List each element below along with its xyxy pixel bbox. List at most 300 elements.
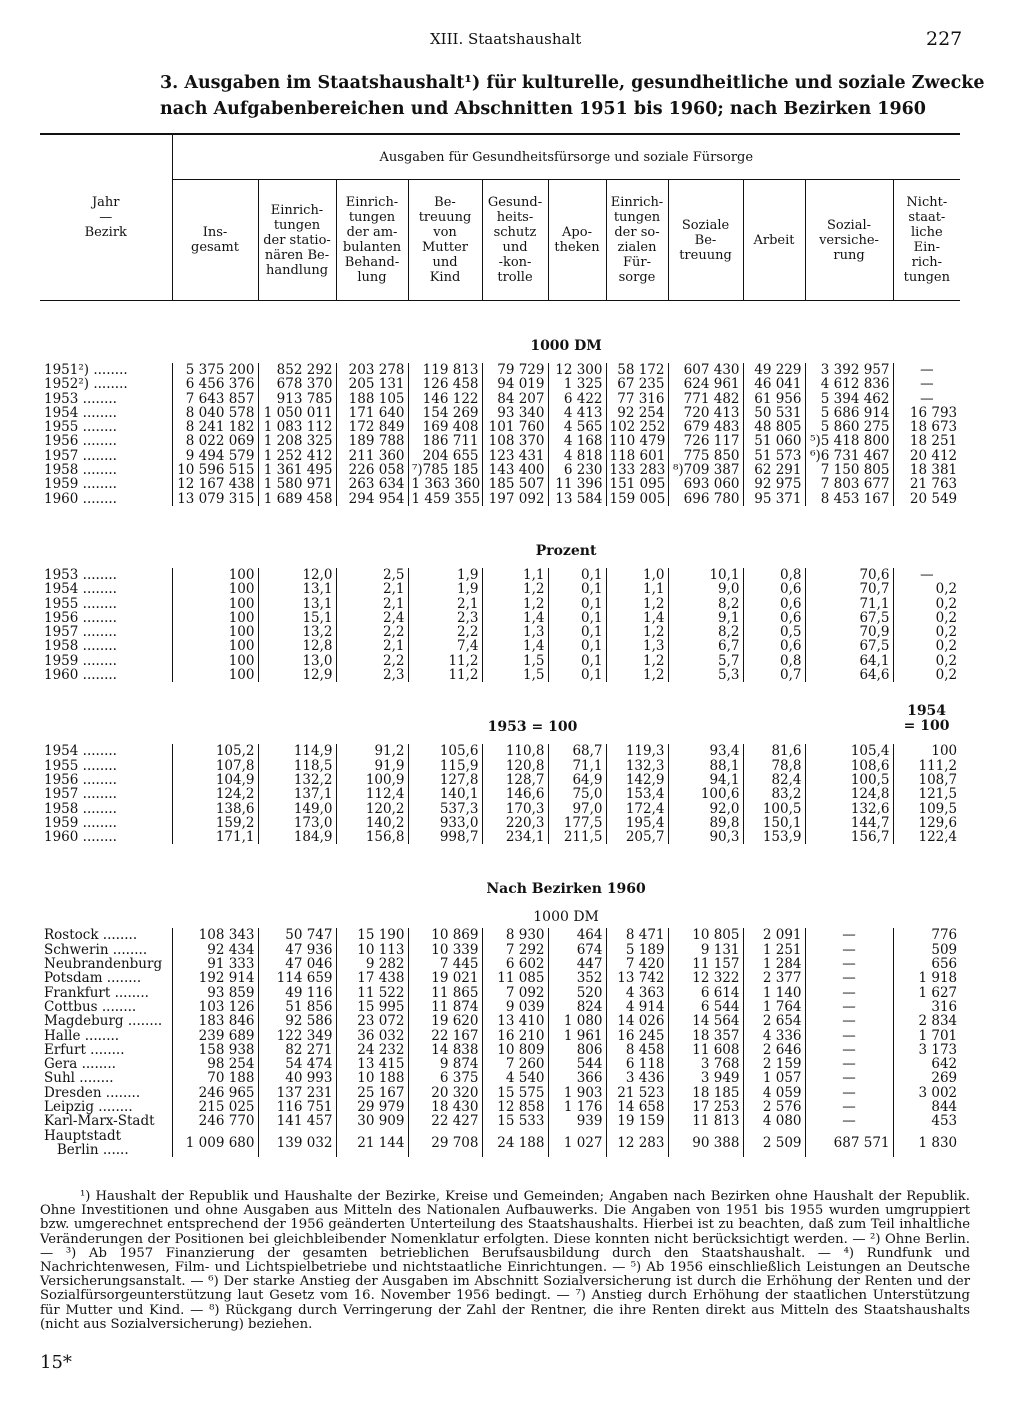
- row-label: 1951²) ........: [44, 362, 128, 378]
- table-cell: 8 453 167: [805, 492, 893, 506]
- table-cell: 149,0: [258, 802, 336, 816]
- table-cell: 6 456 376: [172, 377, 258, 391]
- table-cell: 2 654: [743, 1014, 805, 1028]
- table-cell: 2,2: [336, 625, 408, 639]
- table-cell: 2 159: [743, 1057, 805, 1071]
- table-cell: 11 085: [482, 971, 548, 985]
- table-cell: 1 961: [548, 1029, 606, 1043]
- table-cell: 0,1: [548, 568, 606, 582]
- table-cell: 211 360: [336, 449, 408, 463]
- table-cell: 82 271: [258, 1043, 336, 1057]
- table-cell: 51 573: [743, 449, 805, 463]
- row-label: 1954 ........: [44, 743, 117, 760]
- table-cell: 20 412: [893, 449, 960, 463]
- table-row: [40, 986, 960, 1000]
- table-cell: 12,0: [258, 568, 336, 582]
- table-row: [40, 957, 960, 971]
- table-row: [40, 1000, 960, 1014]
- table-cell: 8 040 578: [172, 406, 258, 420]
- table-cell: 1 764: [743, 1000, 805, 1014]
- table-cell: 0,6: [743, 582, 805, 596]
- table-cell: —: [805, 1071, 893, 1085]
- table-cell: 100: [172, 654, 258, 668]
- table-cell: 18 430: [408, 1100, 482, 1114]
- table-cell: 15 190: [336, 928, 408, 942]
- table-cell: 11 522: [336, 986, 408, 1000]
- table-cell: 1 080: [548, 1014, 606, 1028]
- table-cell: 1 689 458: [258, 492, 336, 506]
- table-cell: 19 159: [606, 1114, 668, 1128]
- section-title-row: [40, 682, 960, 744]
- table-cell: —: [805, 1043, 893, 1057]
- table-cell: 118 601: [606, 449, 668, 463]
- table-row: [40, 582, 960, 596]
- table-cell: 10 339: [408, 943, 482, 957]
- chapter-title: XIII. Staatshaushalt: [430, 30, 582, 48]
- table-row: [40, 1014, 960, 1028]
- table-cell: 1 251: [743, 943, 805, 957]
- table-cell: 21 763: [893, 477, 960, 491]
- table-cell: 183 846: [172, 1014, 258, 1028]
- table-row: [40, 1129, 960, 1158]
- table-cell: 1 284: [743, 957, 805, 971]
- table-cell: 15 533: [482, 1114, 548, 1128]
- table-cell: ⁵)5 418 800: [805, 434, 893, 448]
- table-cell: 50 531: [743, 406, 805, 420]
- table-cell: 4 540: [482, 1071, 548, 1085]
- table-row: [40, 1029, 960, 1043]
- table-cell: 47 046: [258, 957, 336, 971]
- table-cell: 239 689: [172, 1029, 258, 1043]
- table-cell: 90 388: [668, 1129, 743, 1158]
- table-cell: 0,2: [893, 654, 960, 668]
- table-cell: —: [805, 986, 893, 1000]
- table-cell: 10 869: [408, 928, 482, 942]
- table-cell: 1 208 325: [258, 434, 336, 448]
- table-cell: 67,5: [805, 639, 893, 653]
- table-cell: 0,1: [548, 597, 606, 611]
- table-cell: 50 747: [258, 928, 336, 942]
- table-cell: 132,2: [258, 773, 336, 787]
- table-cell: 177,5: [548, 816, 606, 830]
- table-cell: 1,4: [606, 611, 668, 625]
- table-cell: 1 176: [548, 1100, 606, 1114]
- table-cell: 15 995: [336, 1000, 408, 1014]
- table-cell: —: [805, 1057, 893, 1071]
- table-cell: 4 080: [743, 1114, 805, 1128]
- table-row: [40, 639, 960, 653]
- table-cell: 1,2: [606, 625, 668, 639]
- signature-mark: 15*: [40, 1352, 72, 1373]
- column-header-10: Sozial- versiche- rung: [805, 180, 893, 301]
- table-cell: 100,9: [336, 773, 408, 787]
- table-row: [40, 830, 960, 844]
- table-cell: —: [805, 1000, 893, 1014]
- table-cell: 352: [548, 971, 606, 985]
- table-cell: 100: [172, 568, 258, 582]
- table-cell: 4 914: [606, 1000, 668, 1014]
- table-cell: 36 032: [336, 1029, 408, 1043]
- table-cell: 2,2: [408, 625, 482, 639]
- table-cell: 154 269: [408, 406, 482, 420]
- table-cell: 30 909: [336, 1114, 408, 1128]
- table-cell: 0,6: [743, 597, 805, 611]
- table-cell: 146,6: [482, 787, 548, 801]
- table-row: [40, 971, 960, 985]
- row-label: 1955 ........: [44, 419, 117, 436]
- table-cell: 366: [548, 1071, 606, 1085]
- section-subtitle: 1000 DM: [533, 909, 599, 926]
- table-cell: 49 116: [258, 986, 336, 1000]
- table-cell: 118,5: [258, 759, 336, 773]
- table-cell: 51 060: [743, 434, 805, 448]
- table-cell: 70,9: [805, 625, 893, 639]
- table-cell: 16 245: [606, 1029, 668, 1043]
- section-title-spacer: [40, 844, 172, 906]
- table-cell: 109,5: [893, 802, 960, 816]
- table-cell: 82,4: [743, 773, 805, 787]
- table-cell: 13 415: [336, 1057, 408, 1071]
- table-cell: 114 659: [258, 971, 336, 985]
- table-cell: 92 975: [743, 477, 805, 491]
- row-label: 1952²) ........: [44, 376, 128, 393]
- table-cell: 0,2: [893, 597, 960, 611]
- table-row: [40, 420, 960, 434]
- table-cell: 146 122: [408, 392, 482, 406]
- table-cell: 11,2: [408, 668, 482, 682]
- table-cell: 0,1: [548, 639, 606, 653]
- table-row: [40, 1043, 960, 1057]
- table-cell: 184,9: [258, 830, 336, 844]
- table-row: [40, 406, 960, 420]
- row-label: 1953 ........: [44, 390, 117, 407]
- table-cell: 2,1: [408, 597, 482, 611]
- table-cell: 110 479: [606, 434, 668, 448]
- table-cell: 156,7: [805, 830, 893, 844]
- table-cell: 0,7: [743, 668, 805, 682]
- table-cell: 1,2: [606, 668, 668, 682]
- table-cell: 12,8: [258, 639, 336, 653]
- table-cell: 133 283: [606, 463, 668, 477]
- table-cell: 624 961: [668, 377, 743, 391]
- table-cell: 1 363 360: [408, 477, 482, 491]
- table-cell: 100: [172, 597, 258, 611]
- table-row: [40, 1071, 960, 1085]
- table-cell: 137,1: [258, 787, 336, 801]
- table-cell: 92 586: [258, 1014, 336, 1028]
- table-cell: 2,1: [336, 639, 408, 653]
- table-cell: 114,9: [258, 744, 336, 758]
- row-label: 1957 ........: [44, 447, 117, 464]
- table-row: [40, 492, 960, 506]
- table-cell: 1,2: [482, 597, 548, 611]
- table-cell: 696 780: [668, 492, 743, 506]
- table-row: [40, 773, 960, 787]
- column-header-7: Einrich- tungen der so- zialen Für- sorge: [606, 180, 668, 301]
- table-cell: 150,1: [743, 816, 805, 830]
- table-cell: 141 457: [258, 1114, 336, 1128]
- table-cell: 100,6: [668, 787, 743, 801]
- table-cell: 6,7: [668, 639, 743, 653]
- table-cell: ⁸)709 387: [668, 463, 743, 477]
- table-cell: 263 634: [336, 477, 408, 491]
- table-cell: 90,3: [668, 830, 743, 844]
- table-cell: 92,0: [668, 802, 743, 816]
- table-cell: 19 620: [408, 1014, 482, 1028]
- table-cell: 18 357: [668, 1029, 743, 1043]
- table-row: [40, 816, 960, 830]
- table-cell: 100: [172, 611, 258, 625]
- table-cell: 7 150 805: [805, 463, 893, 477]
- table-cell: 1 252 412: [258, 449, 336, 463]
- table-cell: 49 229: [743, 363, 805, 377]
- table-cell: 9 039: [482, 1000, 548, 1014]
- table-cell: 159 005: [606, 492, 668, 506]
- header-row-group: [40, 134, 960, 180]
- section-title-spacer: [40, 682, 172, 744]
- table-cell: 2,2: [336, 654, 408, 668]
- table-cell: 153,9: [743, 830, 805, 844]
- table-cell: 3 392 957: [805, 363, 893, 377]
- table-cell: 8 471: [606, 928, 668, 942]
- table-cell: 6 118: [606, 1057, 668, 1071]
- table-cell: 537,3: [408, 802, 482, 816]
- table-row: [40, 363, 960, 377]
- table-cell: 824: [548, 1000, 606, 1014]
- row-header-cell: Jahr — Bezirk: [40, 134, 172, 301]
- row-label: Cottbus ........: [44, 998, 137, 1015]
- table-row: [40, 1086, 960, 1100]
- table-cell: 10 596 515: [172, 463, 258, 477]
- table-cell: 16 210: [482, 1029, 548, 1043]
- table-cell: 13 079 315: [172, 492, 258, 506]
- table-cell: 1,0: [606, 568, 668, 582]
- table-cell: 92 434: [172, 943, 258, 957]
- table-cell: 5,7: [668, 654, 743, 668]
- table-cell: 844: [893, 1100, 960, 1114]
- section-title-row: [40, 301, 960, 364]
- table-cell: 1 459 355: [408, 492, 482, 506]
- table-cell: 0,8: [743, 568, 805, 582]
- table-cell: 15 575: [482, 1086, 548, 1100]
- table-cell: 64,9: [548, 773, 606, 787]
- table-cell: 105,4: [805, 744, 893, 758]
- table-cell: 169 408: [408, 420, 482, 434]
- table-cell: 100: [172, 582, 258, 596]
- row-label: 1960 ........: [44, 490, 117, 507]
- table-cell: 105,2: [172, 744, 258, 758]
- table-cell: 11,2: [408, 654, 482, 668]
- table-cell: 108,7: [893, 773, 960, 787]
- table-cell: 1 083 112: [258, 420, 336, 434]
- table-cell: 13,1: [258, 582, 336, 596]
- table-cell: 93 340: [482, 406, 548, 420]
- table-cell: 24 188: [482, 1129, 548, 1158]
- table-cell: 13 410: [482, 1014, 548, 1028]
- table-cell: 110,8: [482, 744, 548, 758]
- table-cell: 11 396: [548, 477, 606, 491]
- table-cell: 12,9: [258, 668, 336, 682]
- table-cell: 1,9: [408, 582, 482, 596]
- table-cell: 94,1: [668, 773, 743, 787]
- row-label: 1953 ........: [44, 566, 117, 583]
- table-cell: 1,2: [482, 582, 548, 596]
- table-cell: 77 316: [606, 392, 668, 406]
- table-cell: 68,7: [548, 744, 606, 758]
- table-cell: 197 092: [482, 492, 548, 506]
- table-cell: 2 646: [743, 1043, 805, 1057]
- table-cell: 687 571: [805, 1129, 893, 1158]
- table-cell: 1,5: [482, 654, 548, 668]
- table-cell: 211,5: [548, 830, 606, 844]
- table-cell: 771 482: [668, 392, 743, 406]
- table-cell: 5 686 914: [805, 406, 893, 420]
- table-cell: 62 291: [743, 463, 805, 477]
- table-cell: 1,1: [606, 582, 668, 596]
- table-cell: 48 805: [743, 420, 805, 434]
- footnotes: [40, 1190, 970, 1332]
- table-cell: 10 805: [668, 928, 743, 942]
- table-cell: 156,8: [336, 830, 408, 844]
- table-cell: 13,1: [258, 597, 336, 611]
- table-cell: 128,7: [482, 773, 548, 787]
- table-cell: 11 813: [668, 1114, 743, 1128]
- table-cell: 1 580 971: [258, 477, 336, 491]
- column-header-6: Apo- theken: [548, 180, 606, 301]
- table-cell: 3 173: [893, 1043, 960, 1057]
- table-cell: 7,4: [408, 639, 482, 653]
- row-label: Leipzig ........: [44, 1098, 133, 1115]
- table-cell: 10 113: [336, 943, 408, 957]
- table-cell: 509: [893, 943, 960, 957]
- table-cell: 6 614: [668, 986, 743, 1000]
- table-cell: —: [893, 392, 960, 406]
- table-cell: 29 979: [336, 1100, 408, 1114]
- table-cell: 7 803 677: [805, 477, 893, 491]
- table-cell: 119 813: [408, 363, 482, 377]
- table-cell: 47 936: [258, 943, 336, 957]
- row-label: 1956 ........: [44, 433, 117, 450]
- row-label: 1959 ........: [44, 814, 117, 831]
- table-cell: 2,3: [408, 611, 482, 625]
- table-cell: 205,7: [606, 830, 668, 844]
- table-row: [40, 392, 960, 406]
- table-cell: 2 509: [743, 1129, 805, 1158]
- table-cell: 9,1: [668, 611, 743, 625]
- table-cell: 151 095: [606, 477, 668, 491]
- table-cell: 678 370: [258, 377, 336, 391]
- row-label: Rostock ........: [44, 927, 138, 944]
- table-cell: 159,2: [172, 816, 258, 830]
- table-row: [40, 434, 960, 448]
- table-cell: 2 834: [893, 1014, 960, 1028]
- column-header-2: Einrich- tungen der statio- nären Be- handlung: [258, 180, 336, 301]
- table-cell: 64,6: [805, 668, 893, 682]
- table-row: [40, 477, 960, 491]
- table-cell: 1 140: [743, 986, 805, 1000]
- table-cell: 17 253: [668, 1100, 743, 1114]
- table-cell: 137 231: [258, 1086, 336, 1100]
- table-cell: 1 627: [893, 986, 960, 1000]
- table-row: [40, 928, 960, 942]
- section-title-row: [40, 506, 960, 568]
- table-cell: 100,5: [805, 773, 893, 787]
- table-cell: 656: [893, 957, 960, 971]
- table-cell: 126 458: [408, 377, 482, 391]
- table-cell: 21 144: [336, 1129, 408, 1158]
- row-label: 1955 ........: [44, 757, 117, 774]
- table-cell: 1 918: [893, 971, 960, 985]
- table-cell: 70,6: [805, 568, 893, 582]
- table-cell: —: [805, 943, 893, 957]
- column-header-3: Einrich- tungen der am- bulanten Behand- lung: [336, 180, 408, 301]
- table-cell: 91,2: [336, 744, 408, 758]
- table-cell: 100: [172, 625, 258, 639]
- table-cell: —: [805, 1014, 893, 1028]
- table-cell: 8 022 069: [172, 434, 258, 448]
- table-cell: 13,2: [258, 625, 336, 639]
- table-cell: 4 818: [548, 449, 606, 463]
- row-label: Magdeburg ........: [44, 1013, 163, 1030]
- table-cell: 0,1: [548, 625, 606, 639]
- table-row: [40, 1114, 960, 1128]
- row-label: Gera ........: [44, 1056, 116, 1073]
- table-cell: 246 770: [172, 1114, 258, 1128]
- table-body: [40, 301, 960, 1158]
- table-cell: 100: [172, 668, 258, 682]
- row-label: 1958 ........: [44, 638, 117, 655]
- section-subtitle-spacer: [40, 906, 172, 928]
- table-cell: 19 021: [408, 971, 482, 985]
- table-cell: 1,2: [606, 654, 668, 668]
- table-cell: 1 009 680: [172, 1129, 258, 1158]
- table-cell: 2,1: [336, 582, 408, 596]
- table-cell: —: [805, 1086, 893, 1100]
- table-header: [40, 134, 960, 301]
- table-cell: 14 658: [606, 1100, 668, 1114]
- table-cell: 10,1: [668, 568, 743, 582]
- table-cell: 108,6: [805, 759, 893, 773]
- table-cell: 122,4: [893, 830, 960, 844]
- row-label: 1958 ........: [44, 800, 117, 817]
- section-title-row: [40, 844, 960, 906]
- table-cell: 67,5: [805, 611, 893, 625]
- table-cell: 0,2: [893, 639, 960, 653]
- table-cell: 18 251: [893, 434, 960, 448]
- table-cell: 107,8: [172, 759, 258, 773]
- table-cell: 120,8: [482, 759, 548, 773]
- table-cell: 1 050 011: [258, 406, 336, 420]
- table-cell: 6 602: [482, 957, 548, 971]
- section-subtitle-row: [40, 906, 960, 928]
- table-cell: 81,6: [743, 744, 805, 758]
- row-label: 1956 ........: [44, 771, 117, 788]
- row-label: 1958 ........: [44, 462, 117, 479]
- table-cell: 0,2: [893, 625, 960, 639]
- table-cell: 92 254: [606, 406, 668, 420]
- column-header-1: Ins- gesamt: [172, 180, 258, 301]
- table-cell: 115,9: [408, 759, 482, 773]
- table-cell: 933,0: [408, 816, 482, 830]
- footnote-paragraph: ¹) Haushalt der Republik und Haushalte der Bezirke, Kreise und Gemeinden; Angaben nach Bezirken ohne Haushalt der Republik. Ohne Investitionen und ohne Ausgaben aus Mitteln des Nationalen Aufbauwerks. Die Angaben von 1951 bis 1955 wurden umgruppiert bzw. umgerechnet entsprechend der 1956 geänderten Unterteilung des Staatshaushalts. Hierbei ist zu beachten, daß zum Teil inhaltliche Veränderungen der Positionen bei gleichbleibender Nomenklatur erfolgten. Diese konnten nicht berücksichtigt werden. — ²) Ohne Berlin. — ³) Ab 1957 Finanzierung der gesamten betrieblichen Berufsausbildung durch den Staatshaushalt. — ⁴) Rundfunk und Nachrichtenwesen, Film- und Lichtspielbetriebe und nichtstaatliche Einrichtungen. — ⁵) Ab 1956 einschließlich Leistungen an Deutsche Versicherungsanstalt. — ⁶) Der starke Anstieg der Ausgaben im Abschnitt Sozialversicherung ist durch die Erhöhung der Renten und der Sozialfürsorgeunterstützung laut Gesetz vom 16. November 1956 bedingt. — ⁷) Anstieg durch Erhöhung der staatlichen Unterstützung für Mutter und Kind. — ⁸) Rückgang durch Verringerung der Zahl der Rentner, die ihre Renten direkt aus Mitteln des Staatshaushalts (nicht aus Sozialversicherung) beziehen.: [40, 1189, 970, 1332]
- table-cell: 105,6: [408, 744, 482, 758]
- table-row: [40, 744, 960, 758]
- table-cell: 0,8: [743, 654, 805, 668]
- table-cell: 79 729: [482, 363, 548, 377]
- table-cell: 913 785: [258, 392, 336, 406]
- table-cell: 58 172: [606, 363, 668, 377]
- table-title: [160, 70, 985, 122]
